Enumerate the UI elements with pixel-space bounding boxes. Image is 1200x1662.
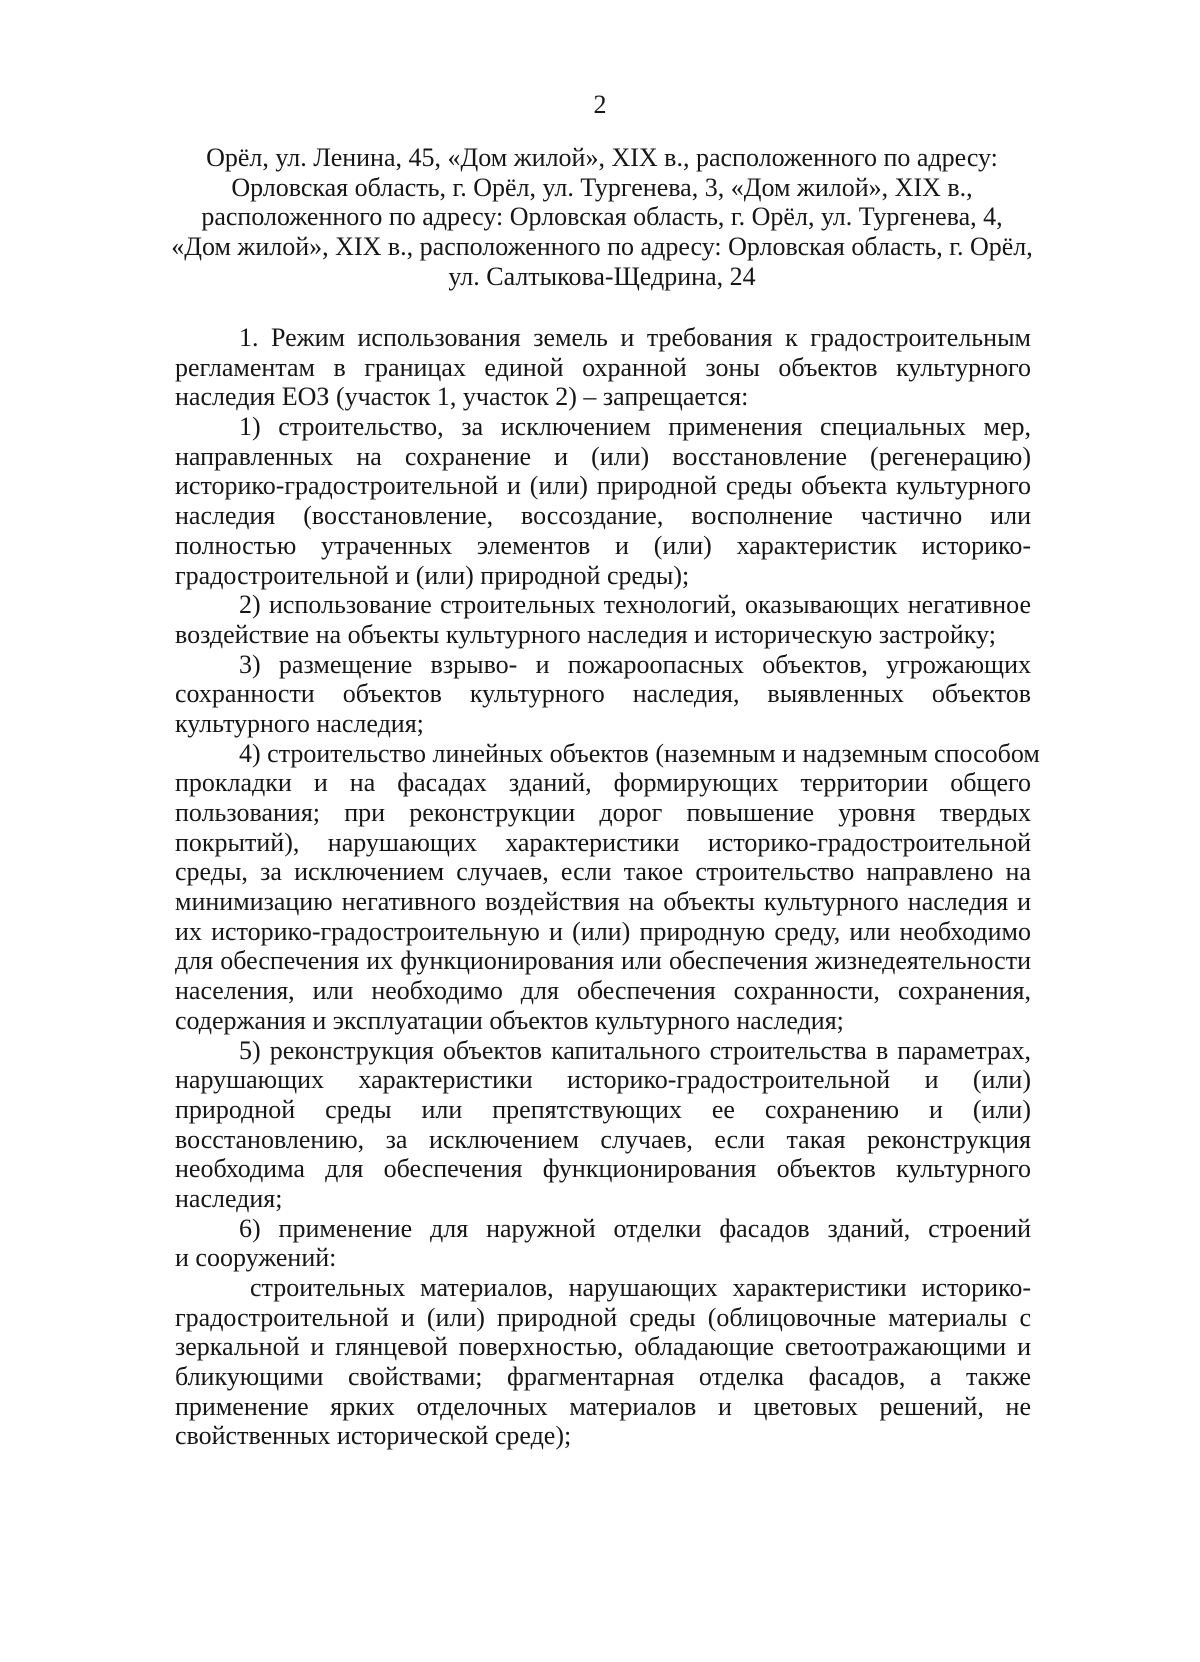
paragraph-line: восстановлению, за исключением случаев, если такая реконструкция [175, 1124, 1031, 1154]
paragraph-line: прокладки и на фасадах зданий, формирующих территории общего [175, 768, 1031, 798]
paragraph-line: регламентам в границах единой охранной зоны объектов культурного [175, 352, 1031, 382]
paragraph-line: 4) строительство линейных объектов (наземным и надземным способом [239, 738, 1040, 768]
paragraph-line: содержания и эксплуатации объектов культурного наследия; [175, 1005, 844, 1035]
body-paragraph-item-5 [175, 1036, 1031, 1214]
paragraph-line: 6) применение для наружной отделки фасадов зданий, строений [239, 1213, 1031, 1243]
paragraph-line: минимизацию негативного воздействия на объекты культурного наследия и [175, 887, 1031, 917]
paragraph-line: применение ярких отделочных материалов и цветовых решений, не [175, 1391, 1031, 1421]
paragraph-line: для обеспечения их функционирования или обеспечения жизнедеятельности [175, 946, 1031, 976]
paragraph-line: историко-градостроительной и (или) природной среды объекта культурного [175, 471, 1031, 501]
paragraph-line: необходима для обеспечения функционирования объектов культурного [175, 1154, 1031, 1184]
page-number: 2 [593, 90, 607, 119]
body-paragraph-item-3 [175, 650, 1031, 739]
body-paragraph-item-6 [175, 1214, 1031, 1273]
heading-line: Орловская область, г. Орёл, ул. Тургенева, 3, «Дом жилой», XIX в., [231, 172, 973, 202]
body-paragraph-intro [175, 323, 1031, 412]
heading-line: ул. Салтыкова-Щедрина, 24 [448, 261, 756, 291]
paragraph-line: покрытий), нарушающих характеристики историко-градостроительной [175, 827, 1031, 857]
paragraph-line: 3) размещение взрыво- и пожароопасных объектов, угрожающих [239, 649, 1031, 679]
paragraph-line: сохранности объектов культурного наследия, выявленных объектов [175, 679, 1031, 709]
paragraph-line: наследия (восстановление, воссоздание, восполнение частично или [175, 501, 1031, 531]
paragraph-line: 1. Режим использования земель и требования к градостроительным [239, 323, 1031, 352]
paragraph-line: строительных материалов, нарушающих характеристики историко- [250, 1273, 1031, 1302]
paragraph-line: полностью утраченных элементов и (или) характеристик историко- [175, 530, 1031, 560]
body-paragraph-item-1 [175, 412, 1031, 590]
paragraph-line: 2) использование строительных технологий, оказывающих негативное [239, 590, 1031, 620]
paragraph-line: наследия ЕОЗ (участок 1, участок 2) – запрещается: [175, 382, 749, 412]
paragraph-line: природной среды или препятствующих ее сохранению и (или) [175, 1094, 1031, 1124]
body-paragraph-item-2 [175, 590, 1031, 649]
body-paragraph-item-4 [175, 738, 1040, 1036]
paragraph-line: культурного наследия; [175, 708, 424, 738]
paragraph-line: наследия; [175, 1183, 283, 1213]
paragraph-line: бликующими свойствами; фрагментарная отделка фасадов, а также [175, 1362, 1031, 1392]
paragraph-line: зеркальной и глянцевой поверхностью, обладающие светоотражающими и [175, 1332, 1031, 1362]
paragraph-line: и сооружений: [175, 1243, 337, 1273]
document-heading [160, 143, 1044, 291]
paragraph-line: пользования; при реконструкции дорог повышение уровня твердых [175, 798, 1031, 827]
paragraph-line: воздействие на объекты культурного наследия и историческую застройку; [175, 619, 996, 649]
document-body [175, 323, 1040, 1451]
heading-line: «Дом жилой», XIX в., расположенного по адресу: Орловская область, г. Орёл, [171, 232, 1033, 262]
heading-line: Орёл, ул. Ленина, 45, «Дом жилой», XIX в., расположенного по адресу: [206, 143, 998, 172]
paragraph-line: 1) строительство, за исключением применения специальных мер, [239, 412, 1031, 442]
paragraph-line: их историко-градостроительную и (или) природную среду, или необходимо [175, 916, 1031, 946]
paragraph-line: направленных на сохранение и (или) восстановление (регенерацию) [175, 441, 1031, 471]
paragraph-line: среды, за исключением случаев, если такое строительство направлено на [175, 857, 1031, 887]
paragraph-line: градостроительной и (или) природной среды); [175, 560, 690, 590]
paragraph-line: 5) реконструкция объектов капитального строительства в параметрах, [239, 1035, 1031, 1065]
paragraph-line: свойственных исторической среде); [175, 1421, 572, 1451]
heading-line: расположенного по адресу: Орловская область, г. Орёл, ул. Тургенева, 4, [201, 202, 1003, 232]
paragraph-line: населения, или необходимо для обеспечения сохранности, сохранения, [175, 976, 1031, 1006]
body-paragraph-subitem-materials [175, 1273, 1031, 1451]
paragraph-line: нарушающих характеристики историко-градостроительной и (или) [175, 1065, 1031, 1095]
paragraph-line: градостроительной и (или) природной среды (облицовочные материалы с [175, 1302, 1031, 1332]
